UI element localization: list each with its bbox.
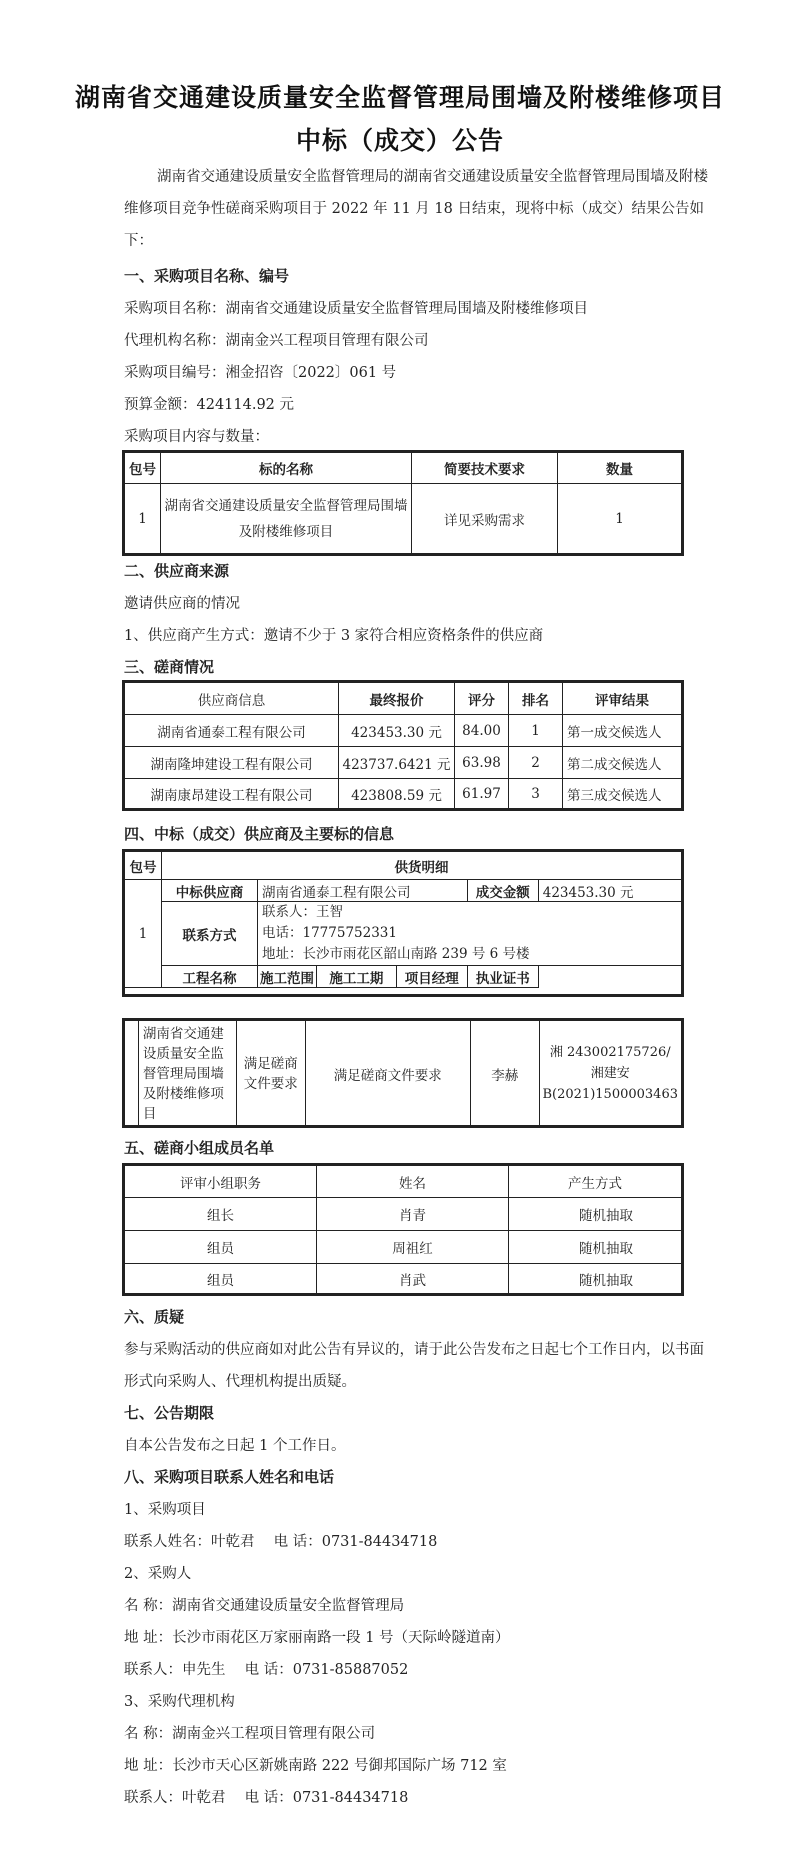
col-header-result: 评审结果	[563, 683, 682, 715]
col-header-item-name: 标的名称	[161, 453, 412, 484]
member-role: 组员	[125, 1231, 317, 1264]
section6-heading: 六、质疑	[124, 1308, 185, 1326]
col-header-supplier: 供应商信息	[125, 683, 339, 715]
project-name-line: 湖南省交通建	[142, 1025, 224, 1042]
contact-label: 联系方式	[162, 902, 258, 966]
supplier-rank: 2	[509, 747, 563, 779]
project-name-line: 及附楼维修项	[142, 1085, 224, 1102]
budget-line: 预算金额：424114.92 元	[124, 397, 295, 413]
items-table	[124, 452, 682, 555]
supplier-method-line: 1、供应商产生方式：邀请不少于 3 家符合相应资格条件的供应商	[124, 628, 544, 644]
project-contact-line: 联系人姓名：叶乾君 电 话：0731-84434718	[124, 1534, 438, 1550]
supplier-rank: 1	[509, 715, 563, 747]
table-row	[125, 484, 682, 555]
agency-name-line: 代理机构名称：湖南金兴工程项目管理有限公司	[124, 333, 429, 349]
table-row	[125, 747, 682, 779]
col-header-role: 评审小组职务	[125, 1166, 317, 1198]
section8-heading: 八、采购项目联系人姓名和电话	[124, 1468, 335, 1486]
item-name-line2: 及附楼维修项目	[238, 524, 334, 540]
supplier-score: 84.00	[455, 715, 509, 747]
agency-contact-line: 联系人：叶乾君 电 话：0731-84434718	[124, 1790, 409, 1806]
notice-period-text: 自本公告发布之日起 1 个工作日。	[124, 1438, 346, 1454]
deal-amount: 423453.30 元	[538, 880, 681, 902]
col-header-scope: 施工范围	[258, 966, 317, 988]
bids-table	[124, 682, 682, 810]
supplier-price: 423737.6421 元	[339, 747, 455, 779]
project-scope-line: 满足磋商	[243, 1055, 298, 1072]
supplier-score: 61.97	[455, 779, 509, 810]
member-method: 随机抽取	[509, 1231, 682, 1264]
section1-heading: 一、采购项目名称、编号	[124, 267, 290, 285]
project-table	[124, 1020, 682, 1127]
winner-supplier-name: 湖南省通泰工程有限公司	[258, 880, 468, 902]
table-row	[125, 1198, 682, 1231]
table-row	[125, 1231, 682, 1264]
section3-heading: 三、磋商情况	[124, 658, 215, 676]
col-header-member-name: 姓名	[317, 1166, 509, 1198]
project-scope-line: 文件要求	[243, 1075, 298, 1092]
table-row	[125, 1021, 682, 1127]
objection-text-line1: 参与采购活动的供应商如对此公告有异议的，请于此公告发布之日起七个工作日内，以书面	[124, 1342, 704, 1358]
col-header-supply-detail: 供货明细	[162, 852, 682, 880]
project-number-line: 采购项目编号：湘金招咨〔2022〕061 号	[124, 365, 397, 381]
supplier-result: 第二成交候选人	[563, 747, 682, 779]
project-scope	[237, 1021, 305, 1127]
project-name-line: 设质量安全监	[142, 1045, 224, 1062]
project-name-line: 目	[142, 1105, 157, 1122]
col-header-final-price: 最终报价	[339, 683, 455, 715]
intro-paragraph: 湖南省交通建设质量安全监督管理局的湖南省交通建设质量安全监督管理局围墙及附楼维修项目竞争性磋商采购项目于 2022 年 11 月 18 日结束，现将中标（成交）结果公告如下：	[124, 169, 708, 249]
item-requirements: 详见采购需求	[412, 484, 558, 555]
member-role: 组员	[125, 1264, 317, 1295]
project-certificate	[539, 1021, 682, 1127]
agency-name-line: 名 称：湖南金兴工程项目管理有限公司	[124, 1726, 376, 1742]
col-header-manager: 项目经理	[396, 966, 467, 988]
section5-heading: 五、磋商小组成员名单	[124, 1139, 275, 1157]
certificate-line: 湘 243002175726/	[549, 1045, 671, 1060]
supplier-result: 第三成交候选人	[563, 779, 682, 810]
supplier-score: 63.98	[455, 747, 509, 779]
supplier-rank: 3	[509, 779, 563, 810]
winner-supplier-label: 中标供应商	[162, 880, 258, 902]
deal-amount-label: 成交金额	[467, 880, 538, 902]
project-name-line: 督管理局围墙	[142, 1065, 224, 1082]
contact-info	[258, 902, 682, 966]
supplier-price: 423453.30 元	[339, 715, 455, 747]
member-method: 随机抽取	[509, 1264, 682, 1295]
contact-subheading-project: 1、采购项目	[124, 1502, 206, 1518]
document-title-line2: 中标（成交）公告	[295, 126, 504, 155]
purchaser-address-line: 地 址：长沙市雨花区万家丽南路一段 1 号（天际岭隧道南）	[124, 1630, 510, 1646]
supplier-price: 423808.59 元	[339, 779, 455, 810]
project-period: 满足磋商文件要求	[305, 1021, 470, 1127]
document-title-line1: 湖南省交通建设质量安全监督管理局围墙及附楼维修项目	[74, 83, 725, 112]
col-header-rank: 排名	[509, 683, 563, 715]
project-spacer-cell	[125, 1021, 139, 1127]
supplier-result: 第一成交候选人	[563, 715, 682, 747]
project-name	[138, 1021, 236, 1127]
agency-address-line: 地 址：长沙市天心区新姚南路 222 号御邦国际广场 712 室	[124, 1758, 507, 1774]
winner-package-number: 1	[125, 880, 162, 988]
objection-text-line2: 形式向采购人、代理机构提出质疑。	[124, 1374, 356, 1390]
project-name-line: 采购项目名称：湖南省交通建设质量安全监督管理局围墙及附楼维修项目	[124, 301, 588, 317]
section2-heading: 二、供应商来源	[124, 562, 230, 580]
certificate-line: B(2021)1500003463	[542, 1087, 678, 1102]
section7-heading: 七、公告期限	[124, 1404, 215, 1422]
item-name-line1: 湖南省交通建设质量安全监督管理局围墙	[164, 498, 408, 514]
member-name: 肖青	[317, 1198, 509, 1231]
table-row	[125, 715, 682, 747]
supplier-name: 湖南康昂建设工程有限公司	[125, 779, 339, 810]
contact-person: 联系人：王智	[262, 904, 343, 920]
col-header-selection-method: 产生方式	[509, 1166, 682, 1198]
col-header-package: 包号	[125, 453, 161, 484]
certificate-line: 湘建安	[590, 1066, 630, 1081]
item-quantity: 1	[558, 484, 682, 555]
member-role: 组长	[125, 1198, 317, 1231]
member-name: 肖武	[317, 1264, 509, 1295]
purchaser-contact-line: 联系人：申先生 电 话：0731-85887052	[124, 1662, 409, 1678]
col-header-project-name: 工程名称	[162, 966, 258, 988]
purchaser-name-line: 名 称：湖南省交通建设质量安全监督管理局	[124, 1598, 405, 1614]
col-header-period: 施工工期	[317, 966, 397, 988]
contact-phone: 电话：17775752331	[262, 925, 397, 941]
winner-table	[124, 851, 682, 988]
col-header-certificate: 执业证书	[467, 966, 538, 988]
contact-address: 地址：长沙市雨花区韶山南路 239 号 6 号楼	[262, 946, 530, 962]
supplier-source-line: 邀请供应商的情况	[124, 596, 240, 612]
section4-heading: 四、中标（成交）供应商及主要标的信息	[124, 825, 395, 843]
content-quantity-line: 采购项目内容与数量：	[124, 429, 269, 445]
package-number: 1	[125, 484, 161, 555]
col-header-quantity: 数量	[558, 453, 682, 484]
table-row	[125, 1264, 682, 1295]
project-manager: 李赫	[470, 1021, 539, 1127]
supplier-name: 湖南省通泰工程有限公司	[125, 715, 339, 747]
panel-table	[124, 1165, 682, 1295]
table-row	[125, 779, 682, 810]
col-header-package: 包号	[125, 852, 162, 880]
col-header-requirements: 简要技术要求	[412, 453, 558, 484]
contact-subheading-purchaser: 2、采购人	[124, 1566, 192, 1582]
member-name: 周祖红	[317, 1231, 509, 1264]
supplier-name: 湖南隆坤建设工程有限公司	[125, 747, 339, 779]
member-method: 随机抽取	[509, 1198, 682, 1231]
item-name	[161, 484, 412, 555]
contact-subheading-agency: 3、采购代理机构	[124, 1694, 235, 1710]
col-header-score: 评分	[455, 683, 509, 715]
